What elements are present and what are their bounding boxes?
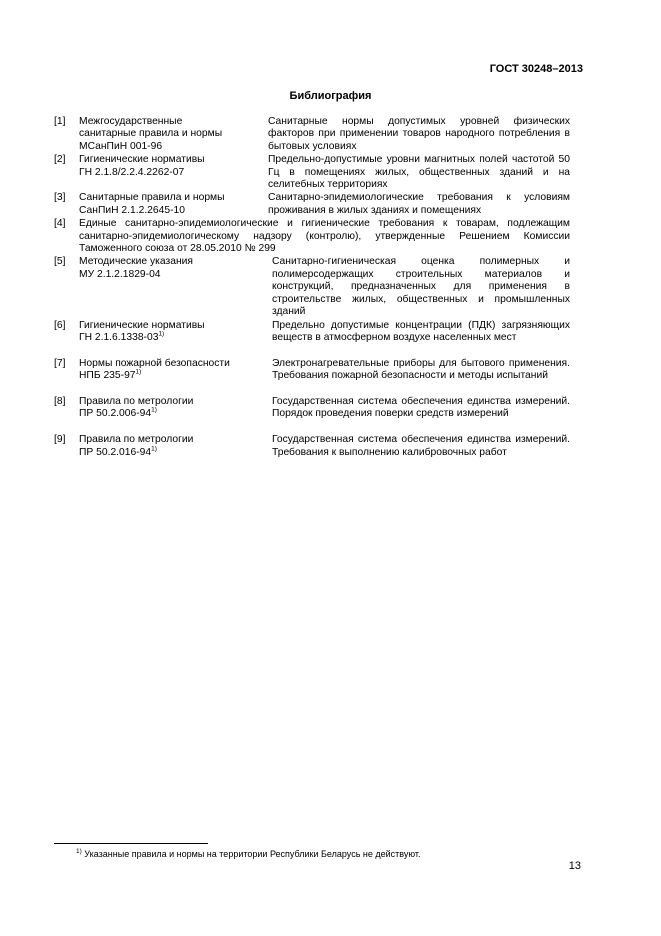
entry-title: Санитарные нормы допустимых уровней физических факторов при применении товаров народного потребления в бытовых условиях [268, 116, 570, 152]
entry-source-line: Гигиенические нормативы [79, 319, 205, 331]
entry-source [79, 116, 261, 153]
entry-title: Санитарно-гигиеническая оценка полимерных и полимерсодержащих строительных материалов и конструкций, предназначенных для применения в строительстве жилых, общественных и промышленных зданий [272, 256, 570, 318]
entry-title: Единые санитарно-эпидемиологические и гигиенические требования к товарам, подлежащим санитарно-эпидемиологическому надзору (контролю), утвержденные Решением Комиссии Таможенного союза от 28.05.2010 № 299 [79, 218, 570, 255]
entry-number: [5] [54, 256, 66, 268]
entry-source-line: Санитарные правила и нормы [79, 192, 225, 204]
entry-source-line: Методические указания [79, 256, 193, 268]
bibliography-entry [54, 116, 570, 153]
footnote-text: Указанные правила и нормы на территории Республики Беларусь не действуют. [84, 849, 421, 859]
entry-source-code: ПР 50.2.016-94 [79, 446, 152, 458]
document-header: ГОСТ 30248–2013 [489, 63, 583, 75]
entry-source [79, 358, 261, 395]
entry-number: [6] [54, 319, 66, 331]
footnote-ref: 1) [151, 406, 157, 414]
entry-source [79, 154, 261, 191]
entry-source-line: Правила по метрологии [79, 395, 194, 407]
entry-source-line: МУ 2.1.2.1829-04 [79, 268, 161, 280]
entry-source-line: Правила по метрологии [79, 434, 194, 446]
entry-source-line: СанПиН 2.1.2.2645-10 [79, 204, 185, 216]
bibliography-entry [54, 218, 570, 255]
entry-source-code: НПБ 235-97 [79, 370, 136, 382]
entry-source-line [79, 370, 261, 382]
entry-number: [4] [54, 218, 66, 230]
entry-source-line: санитарные правила и нормы [79, 128, 223, 140]
footnote-ref: 1) [151, 445, 157, 453]
entry-number: [1] [54, 116, 66, 127]
entry-source-line: Гигиенические нормативы [79, 154, 205, 166]
entry-source-line: ГН 2.1.8/2.2.4.2262-07 [79, 166, 185, 178]
bibliography-list [54, 116, 570, 472]
entry-title: Санитарно-эпидемиологические требования к условиям проживания в жилых зданиях и помещениях [268, 192, 570, 216]
entry-number: [3] [54, 192, 66, 204]
footnote-ref: 1) [158, 330, 165, 338]
bibliography-entry [54, 434, 570, 471]
entry-title: Электронагревательные приборы для бытового применения. Требования пожарной безопасности и методы испытаний [272, 357, 570, 382]
entry-source-line: Нормы пожарной безопасности [79, 357, 230, 369]
entry-number: [2] [54, 154, 66, 166]
entry-number: [7] [54, 357, 66, 369]
entry-title: Государственная система обеспечения единства измерений. Требования к выполнению калибровочных работ [272, 434, 570, 458]
entry-title: Государственная система обеспечения единства измерений. Порядок проведения поверки средств измерений [272, 395, 570, 420]
entry-title: Предельно-допустимые уровни магнитных полей частотой 50 Гц в помещениях жилых, общественных зданий и на селитебных территориях [268, 154, 570, 191]
entry-number: [8] [54, 395, 66, 407]
bibliography-entry [54, 154, 570, 191]
entry-source [79, 396, 261, 433]
footnote [76, 848, 421, 860]
page-number: 13 [568, 860, 581, 872]
footnote-mark: 1) [76, 848, 82, 855]
entry-number: [9] [54, 434, 66, 446]
bibliography-entry [54, 192, 570, 217]
entry-source-code: ПР 50.2.006-94 [79, 408, 152, 420]
footnote-ref: 1) [135, 368, 142, 376]
section-title: Библиография [289, 90, 372, 102]
entry-source-code: ГН 2.1.6.1338-03 [79, 331, 159, 343]
entry-source-line: МСанПиН 001-96 [79, 140, 163, 152]
entry-source [79, 434, 261, 471]
entry-source-line [79, 332, 261, 344]
bibliography-entry [54, 396, 570, 433]
entry-source-line [79, 447, 261, 459]
bibliography-entry [54, 320, 570, 357]
entry-title: Предельно допустимые концентрации (ПДК) загрязняющих веществ в атмосферном воздухе населенных мест [272, 319, 570, 343]
entry-source-line: Межгосударственные [79, 116, 183, 127]
bibliography-entry [54, 256, 570, 318]
bibliography-entry [54, 358, 570, 395]
footnote-separator [54, 843, 208, 844]
entry-source [79, 192, 261, 217]
entry-source [79, 256, 261, 318]
entry-source-line [79, 408, 261, 420]
entry-source [79, 320, 261, 357]
